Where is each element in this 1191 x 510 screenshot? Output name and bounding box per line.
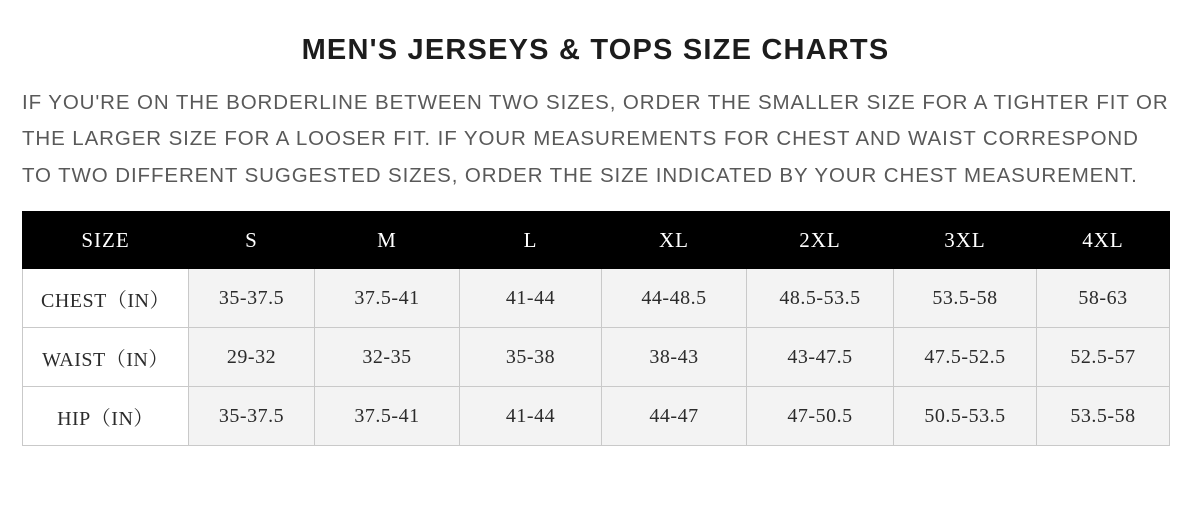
table-row xyxy=(23,328,1170,387)
table-cell: 35-37.5 xyxy=(189,387,315,446)
table-row xyxy=(23,269,1170,328)
table-cell: 43-47.5 xyxy=(747,328,894,387)
table-cell: 52.5-57 xyxy=(1037,328,1170,387)
table-cell: 37.5-41 xyxy=(315,387,460,446)
row-label: HIP（IN） xyxy=(23,387,189,446)
table-cell: 37.5-41 xyxy=(315,269,460,328)
table-cell: 41-44 xyxy=(460,387,602,446)
size-chart-table xyxy=(22,211,1170,446)
table-cell: 53.5-58 xyxy=(894,269,1037,328)
table-cell: 41-44 xyxy=(460,269,602,328)
table-row xyxy=(23,387,1170,446)
table-cell: 47.5-52.5 xyxy=(894,328,1037,387)
table-cell: 44-47 xyxy=(602,387,747,446)
table-header-cell: L xyxy=(460,212,602,269)
table-cell: 58-63 xyxy=(1037,269,1170,328)
table-header-cell: 4XL xyxy=(1037,212,1170,269)
table-cell: 35-37.5 xyxy=(189,269,315,328)
table-header-cell: 2XL xyxy=(747,212,894,269)
row-label: WAIST（IN） xyxy=(23,328,189,387)
intro-text: IF YOU'RE ON THE BORDERLINE BETWEEN TWO SIZES, ORDER THE SMALLER SIZE FOR A TIGHTER FIT OR THE LARGER SIZE FOR A LOOSER FIT. IF YOUR MEASUREMENTS FOR CHEST AND WAIST CORRESPOND TO TWO DIFFERENT SUGGESTED SIZES, ORDER THE SIZE INDICATED BY YOUR CHEST MEASUREMENT. xyxy=(22,91,1169,187)
table-header-cell: 3XL xyxy=(894,212,1037,269)
table-cell: 32-35 xyxy=(315,328,460,387)
table-header-cell: XL xyxy=(602,212,747,269)
page-title: MEN'S JERSEYS & TOPS SIZE CHARTS xyxy=(301,34,890,66)
table-cell: 38-43 xyxy=(602,328,747,387)
table-cell: 48.5-53.5 xyxy=(747,269,894,328)
table-header-cell: M xyxy=(315,212,460,269)
table-cell: 29-32 xyxy=(189,328,315,387)
table-cell: 53.5-58 xyxy=(1037,387,1170,446)
row-label: CHEST（IN） xyxy=(23,269,189,328)
table-cell: 47-50.5 xyxy=(747,387,894,446)
table-cell: 44-48.5 xyxy=(602,269,747,328)
table-header-row xyxy=(23,212,1170,269)
table-header-cell: S xyxy=(189,212,315,269)
table-cell: 35-38 xyxy=(460,328,602,387)
table-cell: 50.5-53.5 xyxy=(894,387,1037,446)
table-header-cell: SIZE xyxy=(23,212,189,269)
